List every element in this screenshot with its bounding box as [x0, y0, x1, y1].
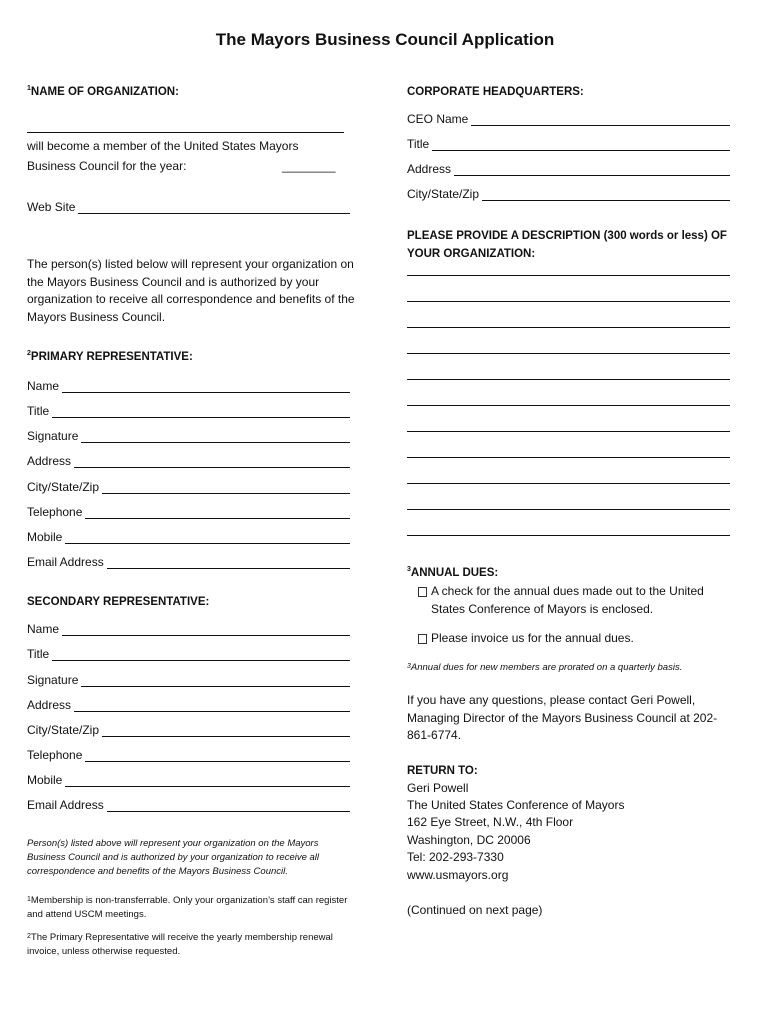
description-line[interactable]: [407, 431, 730, 432]
field-line[interactable]: [62, 381, 350, 393]
website-label: Web Site: [27, 200, 76, 214]
field-line[interactable]: [65, 532, 350, 544]
field-line[interactable]: [81, 431, 350, 443]
hq-title-field[interactable]: [407, 135, 730, 151]
field-line[interactable]: [454, 164, 730, 176]
field-label: Title: [27, 647, 50, 661]
field-label: Name: [27, 622, 60, 636]
description-line[interactable]: [407, 379, 730, 380]
secondary-name-field[interactable]: [27, 620, 350, 636]
field-label: Signature: [27, 673, 79, 687]
footnote-marker: 1: [27, 85, 31, 92]
description-heading: PLEASE PROVIDE A DESCRIPTION (300 words or less) OF YOUR ORGANIZATION:: [407, 230, 727, 260]
primary-email-field[interactable]: [27, 553, 350, 569]
org-name-line[interactable]: [27, 132, 344, 133]
secondary-title-field[interactable]: [27, 645, 350, 661]
secondary-signature-field[interactable]: [27, 671, 350, 687]
footnote-2: [27, 931, 367, 959]
dues-note: [407, 661, 682, 675]
field-label: Address: [27, 698, 72, 712]
dues-option-2-label: Please invoice us for the annual dues.: [431, 631, 634, 645]
field-label: Signature: [27, 429, 79, 443]
field-label: Email Address: [27, 555, 104, 569]
description-line[interactable]: [407, 327, 730, 328]
description-line[interactable]: [407, 535, 730, 536]
field-label: Address: [27, 454, 72, 468]
field-label: Telephone: [27, 505, 83, 519]
primary-heading: [27, 351, 193, 363]
questions-text: If you have any questions, please contact Geri Powell, Managing Director of the Mayors Business Council at 202-861-6774.: [407, 693, 718, 742]
dues-option-check[interactable]: [418, 583, 736, 618]
field-label: Telephone: [27, 748, 83, 762]
primary-telephone-field[interactable]: [27, 503, 350, 519]
field-line[interactable]: [471, 114, 730, 126]
return-org: The United States Conference of Mayors: [407, 798, 625, 812]
field-line[interactable]: [81, 675, 350, 687]
dues-heading-label: ANNUAL DUES:: [410, 567, 499, 579]
description-line[interactable]: [407, 353, 730, 354]
field-line[interactable]: [85, 750, 350, 762]
footnote-1-text: Membership is non-transferrable. Only your organization’s staff can register and attend USCM meetings.: [27, 895, 348, 920]
member-line-2: Business Council for the year:: [27, 159, 187, 173]
checkbox[interactable]: [418, 587, 427, 597]
footnote-2-text: The Primary Representative will receive the yearly membership renewal invoice, unless otherwise requested.: [27, 932, 333, 957]
secondary-telephone-field[interactable]: [27, 746, 350, 762]
website-field[interactable]: [27, 198, 350, 214]
description-line[interactable]: [407, 301, 730, 302]
footnote-marker: 2: [27, 350, 31, 357]
field-line[interactable]: [52, 649, 350, 661]
field-label: Title: [407, 137, 430, 151]
secondary-city-field[interactable]: [27, 721, 350, 737]
field-label: CEO Name: [407, 112, 469, 126]
field-line[interactable]: [107, 800, 350, 812]
footnote-marker: 2: [27, 933, 31, 940]
org-heading: [27, 86, 179, 98]
member-line-1: will become a member of the United States Mayors: [27, 139, 299, 153]
ceo-name-field[interactable]: [407, 110, 730, 126]
field-label: Email Address: [27, 798, 104, 812]
return-city: Washington, DC 20006: [407, 833, 531, 847]
dues-heading: [407, 567, 498, 579]
primary-city-field[interactable]: [27, 478, 350, 494]
website-line[interactable]: [78, 202, 350, 214]
dues-option-invoice[interactable]: [418, 630, 736, 648]
field-line[interactable]: [102, 725, 350, 737]
field-label: City/State/Zip: [27, 723, 100, 737]
description-line[interactable]: [407, 483, 730, 484]
field-line[interactable]: [62, 624, 350, 636]
primary-address-field[interactable]: [27, 452, 350, 468]
field-label: Mobile: [27, 530, 63, 544]
secondary-heading: SECONDARY REPRESENTATIVE:: [27, 596, 210, 608]
continued-note: (Continued on next page): [407, 903, 543, 917]
checkbox[interactable]: [418, 634, 427, 644]
org-heading-label: NAME OF ORGANIZATION:: [30, 86, 179, 98]
field-label: City/State/Zip: [27, 480, 100, 494]
field-line[interactable]: [432, 139, 730, 151]
field-line[interactable]: [102, 482, 350, 494]
field-label: Title: [27, 404, 50, 418]
hq-city-field[interactable]: [407, 185, 730, 201]
field-label: Name: [27, 379, 60, 393]
field-label: Address: [407, 162, 452, 176]
field-label: Mobile: [27, 773, 63, 787]
primary-signature-field[interactable]: [27, 427, 350, 443]
persons-footnote: Person(s) listed above will represent your organization on the Mayors Business Council and is authorized by your organization to receive all correspondence and benefits of the Mayors Business Council.: [27, 838, 320, 877]
field-line[interactable]: [52, 406, 350, 418]
field-line[interactable]: [74, 456, 350, 468]
primary-name-field[interactable]: [27, 377, 350, 393]
description-line[interactable]: [407, 275, 730, 276]
field-line[interactable]: [482, 189, 730, 201]
secondary-mobile-field[interactable]: [27, 771, 350, 787]
dues-option-1-label: A check for the annual dues made out to the United States Conference of Mayors is enclosed.: [431, 584, 704, 616]
footnote-marker: 3: [407, 663, 411, 670]
field-line[interactable]: [107, 557, 350, 569]
return-name: Geri Powell: [407, 781, 469, 795]
return-phone: Tel: 202-293-7330: [407, 850, 504, 864]
description-line[interactable]: [407, 457, 730, 458]
year-blank[interactable]: ________: [282, 159, 336, 173]
description-line[interactable]: [407, 509, 730, 510]
return-street: 162 Eye Street, N.W., 4th Floor: [407, 815, 574, 829]
field-line[interactable]: [65, 775, 350, 787]
field-label: City/State/Zip: [407, 187, 480, 201]
secondary-address-field[interactable]: [27, 696, 350, 712]
field-line[interactable]: [74, 700, 350, 712]
footnote-1: [27, 894, 362, 922]
return-website[interactable]: www.usmayors.org: [407, 868, 509, 882]
page-title: The Mayors Business Council Application: [215, 30, 555, 49]
primary-heading-label: PRIMARY REPRESENTATIVE:: [30, 351, 193, 363]
field-line[interactable]: [85, 507, 350, 519]
secondary-email-field[interactable]: [27, 796, 350, 812]
hq-address-field[interactable]: [407, 160, 730, 176]
dues-note-text: Annual dues for new members are prorated on a quarterly basis.: [410, 662, 683, 673]
hq-heading: CORPORATE HEADQUARTERS:: [407, 86, 584, 98]
represent-text: The person(s) listed below will represent your organization on the Mayors Business Council and is authorized by your organization to receive all correspondence and benefits of the Mayors Business Council.: [27, 257, 355, 324]
description-line[interactable]: [407, 405, 730, 406]
return-heading: RETURN TO:: [407, 765, 478, 777]
footnote-marker: 3: [407, 566, 411, 573]
footnote-marker: 1: [27, 896, 31, 903]
primary-mobile-field[interactable]: [27, 528, 350, 544]
primary-title-field[interactable]: [27, 402, 350, 418]
